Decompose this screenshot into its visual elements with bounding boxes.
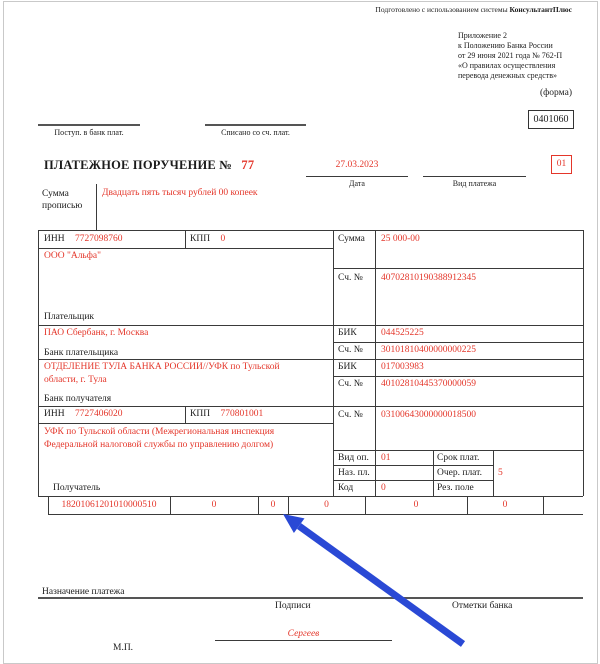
receipt-label: Поступ. в банк плат. bbox=[54, 128, 124, 137]
table-border bbox=[38, 248, 333, 249]
table-border bbox=[433, 450, 434, 496]
payer-kpp-row bbox=[190, 234, 225, 245]
signature-value: Сергеев bbox=[287, 629, 320, 639]
document-number: 77 bbox=[241, 158, 255, 172]
table-border bbox=[38, 406, 583, 407]
table-border bbox=[38, 230, 39, 496]
payee-label: Получатель bbox=[53, 483, 101, 493]
table-border bbox=[333, 376, 583, 377]
form-code: 0401060 bbox=[533, 113, 569, 125]
table-border bbox=[38, 496, 583, 497]
bank-marks-label: Отметки банка bbox=[452, 601, 513, 611]
payer-account: 40702810190388912345 bbox=[381, 273, 476, 283]
appendix-line: перевода денежных средств» bbox=[458, 71, 558, 80]
title-text: ПЛАТЕЖНОЕ ПОРУЧЕНИЕ № bbox=[44, 158, 233, 172]
bik-label: БИК bbox=[338, 362, 357, 372]
tax-cell: 0 bbox=[324, 500, 329, 510]
table-border bbox=[583, 230, 584, 496]
payment-type-line bbox=[423, 176, 526, 177]
table-border bbox=[333, 465, 493, 466]
table-border bbox=[38, 359, 583, 360]
tax-cell: 0 bbox=[211, 500, 217, 510]
payee-inn-row bbox=[44, 409, 122, 420]
payee-name: УФК по Тульской области (Межрегиональная инспекция bbox=[44, 427, 275, 437]
payer-inn-row bbox=[44, 234, 122, 245]
payee-account: 03100643000000018500 bbox=[381, 410, 476, 420]
amount-words-divider bbox=[96, 184, 97, 230]
account-label: Сч. № bbox=[338, 273, 363, 283]
debit-label: Списано со сч. плат. bbox=[221, 128, 290, 137]
table-border bbox=[493, 450, 494, 496]
appendix-line: к Положению Банка России bbox=[458, 41, 553, 50]
table-border bbox=[333, 450, 583, 451]
purpose-kind-label: Наз. пл. bbox=[338, 468, 370, 478]
tax-cell: 0 bbox=[413, 500, 419, 510]
bik-label: БИК bbox=[338, 328, 357, 338]
payee-bank-account: 40102810445370000059 bbox=[381, 379, 476, 389]
reserve-field-label: Рез. поле bbox=[437, 483, 474, 493]
kpp-label: КПП bbox=[190, 409, 211, 419]
payee-name: Федеральной налоговой службы по управлению долгом) bbox=[44, 440, 274, 450]
due-date-label: Срок плат. bbox=[437, 453, 480, 463]
signatures-label: Подписи bbox=[275, 601, 311, 611]
payee-kpp-value: 770801001 bbox=[220, 409, 264, 419]
inn-label: ИНН bbox=[44, 234, 65, 244]
receipt-line bbox=[38, 124, 140, 126]
tax-cell: 0 bbox=[270, 500, 276, 510]
tax-row-border bbox=[543, 496, 544, 514]
appendix-line: Приложение 2 bbox=[458, 31, 507, 40]
code-label: Код bbox=[338, 483, 354, 493]
payee-bank-bik: 017003983 bbox=[381, 362, 424, 372]
tax-cell-kbk: 18201061201010000510 bbox=[61, 500, 157, 510]
date-line bbox=[306, 176, 408, 177]
appendix-line: «О правилах осуществления bbox=[458, 61, 556, 70]
amount-words-value: Двадцать пять тысяч рублей 00 копеек bbox=[102, 188, 258, 198]
sum-label: Сумма bbox=[338, 234, 365, 244]
purpose-label: Назначение платежа bbox=[42, 587, 125, 597]
table-border bbox=[38, 325, 583, 326]
consultant-brand: КонсультантПлюс bbox=[509, 5, 572, 14]
document-title bbox=[44, 158, 254, 172]
appendix-line: от 29 июня 2021 года № 762-П bbox=[458, 51, 563, 60]
table-border bbox=[333, 480, 493, 481]
amount-words-label: Сумма прописью bbox=[42, 189, 83, 211]
inn-label: ИНН bbox=[44, 409, 65, 419]
forma-label: (форма) bbox=[539, 88, 572, 98]
payer-bank-account: 30101810400000000225 bbox=[381, 345, 476, 355]
payee-inn-value: 7727406020 bbox=[74, 409, 123, 419]
payer-kpp-value: 0 bbox=[220, 234, 226, 244]
operation-type-value: 01 bbox=[381, 453, 391, 463]
payer-bank-bik: 044525225 bbox=[381, 328, 424, 338]
table-border bbox=[375, 230, 376, 496]
consultant-note bbox=[375, 6, 572, 15]
table-border bbox=[333, 268, 583, 269]
payer-name: ООО "Альфа" bbox=[44, 251, 102, 261]
account-label: Сч. № bbox=[338, 345, 363, 355]
account-label: Сч. № bbox=[338, 410, 363, 420]
priority-label: Очер. плат. bbox=[437, 468, 482, 478]
payee-bank-name: ОТДЕЛЕНИЕ ТУЛА БАНКА РОССИИ//УФК по Тульской bbox=[44, 362, 280, 372]
payer-bank-label: Банк плательщика bbox=[44, 348, 119, 358]
priority-value: 5 bbox=[498, 468, 503, 478]
table-border bbox=[333, 230, 334, 496]
table-border bbox=[38, 423, 333, 424]
payer-status-code: 01 bbox=[556, 159, 567, 170]
payee-bank-label: Банк получателя bbox=[44, 394, 112, 404]
payee-bank-name: области, г. Тула bbox=[44, 375, 107, 385]
payment-type-label: Вид платежа bbox=[452, 179, 497, 188]
payer-label: Плательщик bbox=[44, 312, 95, 322]
payer-inn-value: 7727098760 bbox=[74, 234, 123, 244]
code-value: 0 bbox=[381, 483, 386, 493]
table-border bbox=[333, 342, 583, 343]
tax-cell: 0 bbox=[502, 500, 508, 510]
table-border bbox=[185, 230, 186, 248]
consultant-note-text: Подготовлено с использованием системы bbox=[375, 5, 510, 14]
table-border bbox=[38, 230, 583, 231]
date-value: 27.03.2023 bbox=[335, 160, 379, 170]
kpp-label: КПП bbox=[190, 234, 211, 244]
operation-type-label: Вид оп. bbox=[338, 453, 369, 463]
annotation-arrow bbox=[260, 500, 480, 660]
table-border bbox=[185, 406, 186, 423]
stamp-label: М.П. bbox=[113, 643, 134, 653]
account-label: Сч. № bbox=[338, 379, 363, 389]
sum-value: 25 000-00 bbox=[381, 234, 420, 244]
debit-line bbox=[205, 124, 306, 126]
date-label: Дата bbox=[349, 179, 365, 188]
payer-bank-name: ПАО Сбербанк, г. Москва bbox=[44, 328, 149, 338]
payee-kpp-row bbox=[190, 409, 263, 420]
